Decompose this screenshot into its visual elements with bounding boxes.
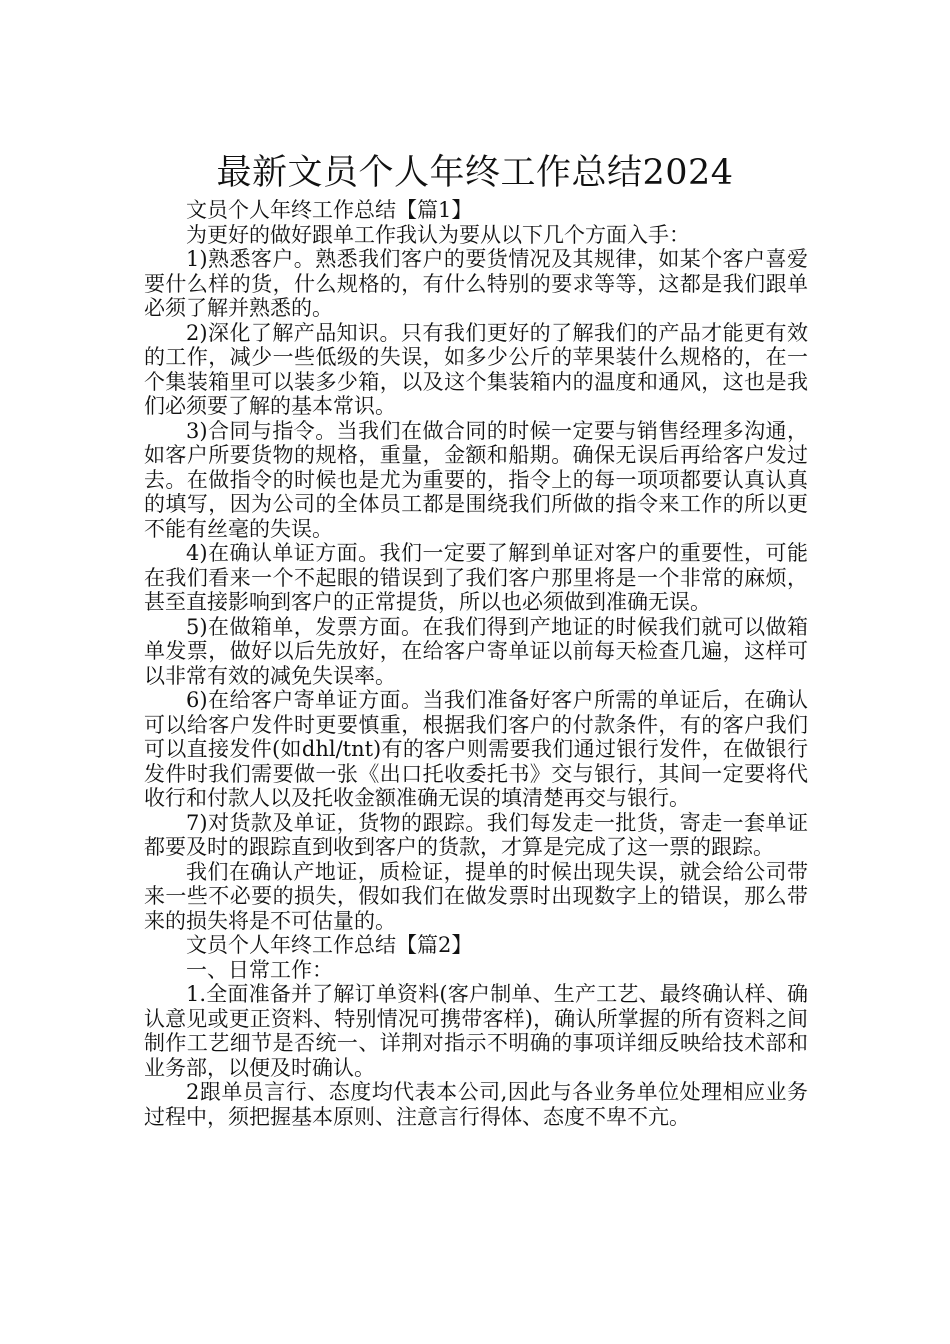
paragraph-daily-work: 一、日常工作： (186, 957, 333, 982)
paragraph-item-5: 5)在做箱单，发票方面。在我们得到产地证的时候我们就可以做箱单发票，做好以后先放好，在给客户寄单证以前每天检查几遍，这样可以非常有效的减免失误率。 (144, 614, 808, 688)
paragraph-item-1: 1)熟悉客户。熟悉我们客户的要货情况及其规律，如某个客户喜爱要什么样的货，什么规格的，有什么特别的要求等等，这都是我们跟单必须了解并熟悉的。 (144, 247, 808, 320)
paragraph-item-7: 7)对货款及单证，货物的跟踪。我们每发走一批货，寄走一套单证都要及时的跟踪直到收到客户的货款，才算是完成了这一票的跟踪。 (144, 810, 808, 859)
paragraph-intro: 为更好的做好跟单工作我认为要从以下几个方面入手： (186, 222, 690, 247)
section-heading-1: 文员个人年终工作总结【篇1】 (186, 198, 473, 222)
paragraph-summary: 我们在确认产地证，质检证，提单的时候出现失误，就会给公司带来一些不必要的损失，假如我们在做发票时出现数字上的错误，那么带来的损失将是不可估量的。 (144, 859, 808, 933)
paragraph-daily-item-2: 2跟单员言行、态度均代表本公司,因此与各业务单位处理相应业务过程中，须把握基本原则、注意言行得体、态度不卑不亢。 (144, 1080, 808, 1129)
section-heading-2: 文员个人年终工作总结【篇2】 (186, 933, 473, 957)
paragraph-item-6: 6)在给客户寄单证方面。当我们准备好客户所需的单证后，在确认可以给客户发件时更要慎重，根据我们客户的付款条件，有的客户我们可以直接发件(如dhl/tnt)有的客户则需要我们通过银行发件，在做银行发件时我们需要做一张《出口托收委托书》交与银行，其间一定要将代收行和付款人以及托收金额准确无误的填清楚再交与银行。 (144, 688, 808, 810)
paragraph-item-4: 4)在确认单证方面。我们一定要了解到单证对客户的重要性，可能在我们看来一个不起眼的错误到了我们客户那里将是一个非常的麻烦，甚至直接影响到客户的正常提货，所以也必须做到准确无误。 (144, 541, 808, 614)
paragraph-daily-item-1: 1.全面准备并了解订单资料(客户制单、生产工艺、最终确认样、确认意见或更正资料、特别情况可携带客样)，确认所掌握的所有资料之间制作工艺细节是否统一、详荆对指示不明确的事项详细反映给技术部和业务部，以便及时确认。 (144, 982, 808, 1080)
document-body (144, 198, 808, 1129)
document-title: 最新文员个人年终工作总结2024 (216, 153, 734, 194)
paragraph-item-2: 2)深化了解产品知识。只有我们更好的了解我们的产品才能更有效的工作，减少一些低级的失误，如多少公斤的苹果装什么规格的，在一个集装箱里可以装多少箱，以及这个集装箱内的温度和通风，这也是我们必须要了解的基本常识。 (144, 320, 808, 418)
paragraph-item-3: 3)合同与指令。当我们在做合同的时候一定要与销售经理多沟通，如客户所要货物的规格，重量，金额和船期。确保无误后再给客户发过去。在做指令的时候也是尤为重要的，指令上的每一项项都要认真认真的填写，因为公司的全体员工都是围绕我们所做的指令来工作的所以更不能有丝毫的失误。 (144, 418, 808, 541)
